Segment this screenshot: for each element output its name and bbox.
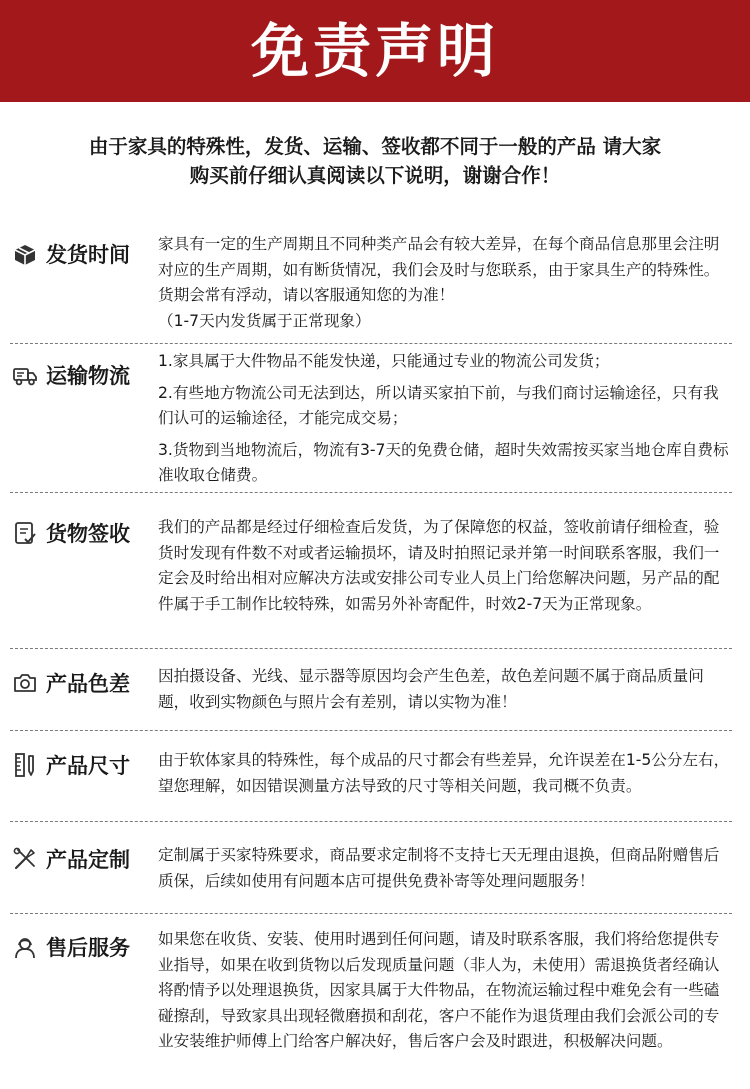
intro-line-2: 购买前仔细认真阅读以下说明，谢谢合作！: [189, 164, 561, 187]
intro-text: [0, 132, 750, 190]
section-color-difference: [10, 664, 732, 720]
section-title: 产品色差: [46, 672, 130, 696]
header-banner: [0, 0, 750, 102]
section-body: [158, 927, 732, 1055]
section-size: [10, 746, 732, 804]
section-paragraph: 3.货物到当地物流后，物流有3-7天的免费仓储，超时失效需按买家当地仓库自费标准收取仓储费。: [158, 440, 729, 484]
section-paragraph: 1.家具属于大件物品不能发快递，只能通过专业的物流公司发货；: [158, 352, 610, 370]
tools-icon: [10, 844, 40, 874]
dashed-divider: [10, 648, 732, 649]
section-body: [158, 349, 732, 487]
section-title: 售后服务: [46, 936, 130, 960]
dashed-divider: [10, 730, 732, 731]
ruler-pencil-icon: [10, 750, 40, 780]
section-customization: [10, 841, 732, 899]
section-body: [158, 843, 732, 894]
section-title: 货物签收: [46, 522, 130, 546]
dashed-divider: [10, 492, 732, 493]
section-logistics: [10, 347, 732, 487]
section-body: [158, 232, 732, 334]
camera-icon: [10, 668, 40, 698]
section-body: [158, 748, 732, 799]
section-paragraph: 我们的产品都是经过仔细检查后发货，为了保障您的权益，签收前请仔细检查，验货时发现有件数不对或者运输损坏，请及时拍照记录并第一时间联系客服，我们一定会及时给出相对应解决方法或安排公司专业人员上门给您解决问题，另产品的配件属于手工制作比较特殊，如需另外补寄配件，时效2-7天为正常现象。: [158, 518, 720, 613]
section-after-sales: [10, 927, 732, 1087]
section-title: 产品定制: [46, 848, 130, 872]
section-paragraph: 如果您在收货、安装、使用时遇到任何问题，请及时联系客服，我们将给您提供专业指导，如果在收到货物以后发现质量问题（非人为，未使用）需退换货者经确认将酌情予以处理退换货，因家具属于大件物品，在物流运输过程中难免会有一些磕碰擦刮，导致家具出现轻微磨损和刮花，客户不能作为退货理由我们会派公司的专业安装维护师傅上门给客户解决好，售后客户会及时跟进，积极解决问题。: [158, 930, 720, 1050]
page-title: 免责声明: [250, 17, 499, 85]
section-body: [158, 515, 732, 617]
dashed-divider: [10, 821, 732, 822]
section-paragraph: （1-7天内发货属于正常现象）: [158, 311, 371, 330]
section-paragraph: 因拍摄设备、光线、显示器等原因均会产生色差，故色差问题不属于商品质量问题，收到实物颜色与照片会有差别，请以实物为准！: [158, 667, 704, 711]
intro-line-1: 由于家具的特殊性，发货、运输、签收都不同于一般的产品 请大家: [88, 135, 662, 158]
section-title: 产品尺寸: [46, 754, 130, 778]
section-title: 运输物流: [46, 364, 130, 388]
section-receipt: [10, 513, 732, 631]
section-paragraph: 定制属于买家特殊要求，商品要求定制将不支持七天无理由退换，但商品附赠售后质保，后续如使用有问题本店可提供免费补寄等处理问题服务！: [158, 846, 720, 890]
section-title: 发货时间: [46, 243, 130, 267]
section-paragraph: 由于软体家具的特殊性，每个成品的尺寸都会有些差异，允许误差在1-5公分左右，望您理解，如因错误测量方法导致的尺寸等相关问题，我司概不负责。: [158, 751, 730, 795]
section-shipping-time: [10, 230, 732, 336]
delivery-box-icon: [10, 239, 40, 269]
checklist-icon: [10, 518, 40, 548]
dashed-divider: [10, 343, 732, 344]
section-paragraph: 家具有一定的生产周期且不同种类产品会有较大差异，在每个商品信息那里会注明对应的生产周期，如有断货情况，我们会及时与您联系，由于家具生产的特殊性。货期会常有浮动，请以客服通知您的为准！: [158, 235, 720, 304]
customer-service-icon: [10, 932, 40, 962]
section-paragraph: 2.有些地方物流公司无法到达，所以请买家拍下前，与我们商讨运输途径，只有我们认可的运输途径，才能完成交易；: [158, 383, 719, 427]
truck-icon: [10, 360, 40, 390]
dashed-divider: [10, 913, 732, 914]
section-body: [158, 664, 732, 715]
